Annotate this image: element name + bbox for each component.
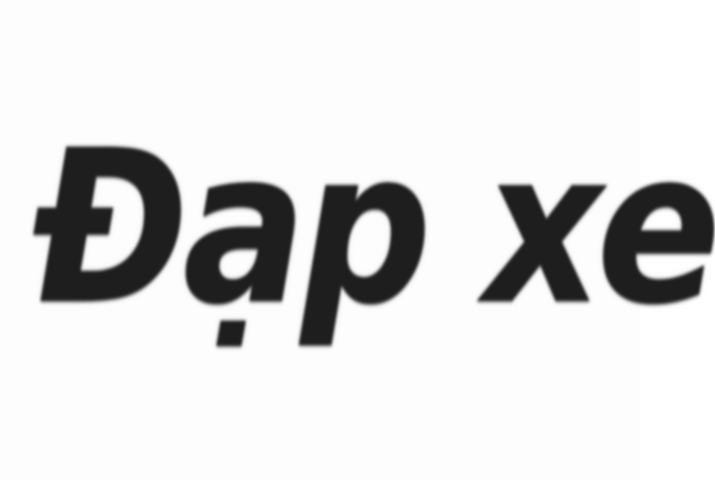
handwritten-word: Đạp xe <box>34 104 715 351</box>
